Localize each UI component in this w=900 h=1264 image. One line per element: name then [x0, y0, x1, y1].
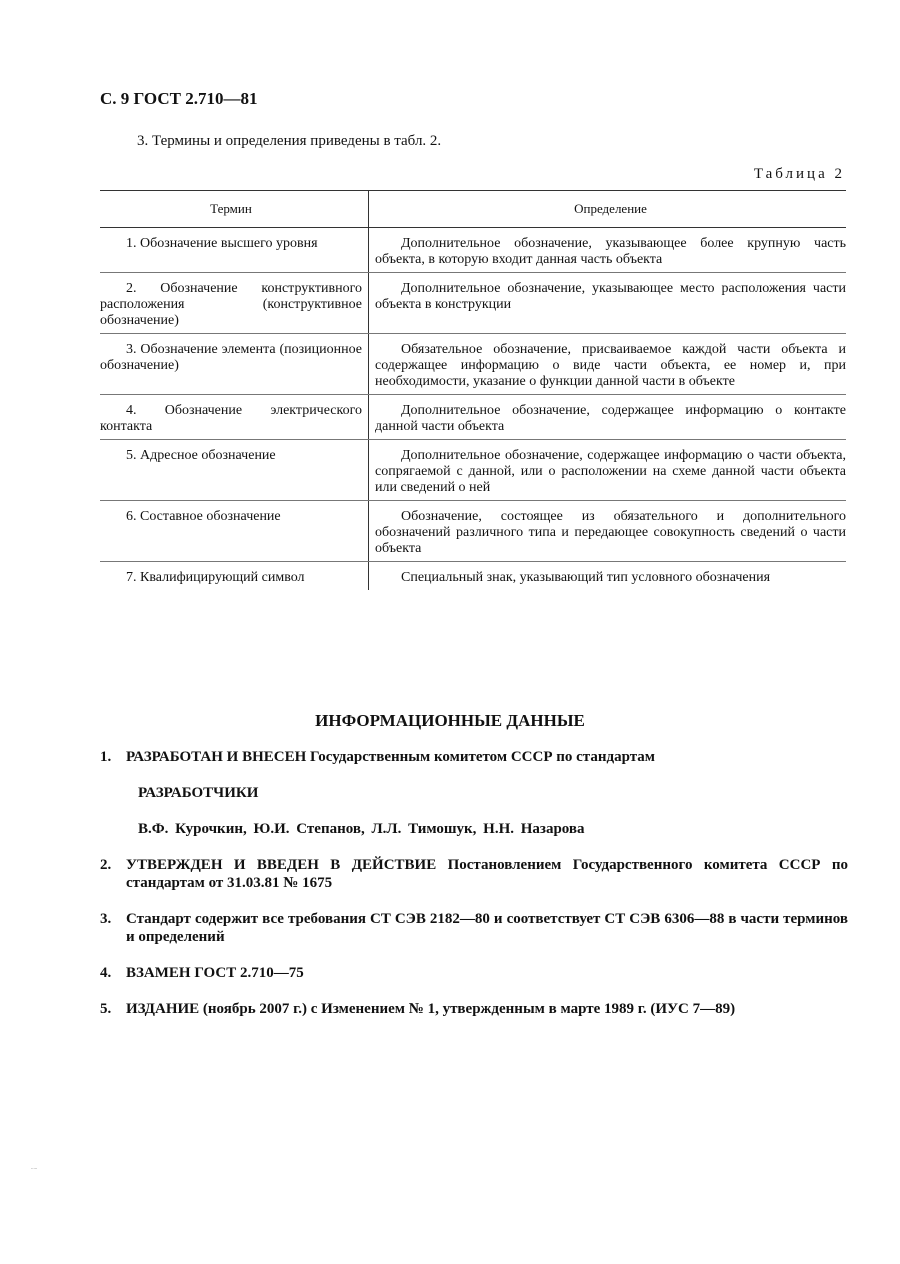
term-text: 6. Составное обозначение: [126, 509, 281, 524]
info-item-text: УТВЕРЖДЕН И ВВЕДЕН В ДЕЙСТВИЕ Постановлением Государственного комитета СССР по стандартам от 31.03.81 № 1675: [126, 857, 848, 891]
term-cell: [100, 334, 369, 395]
definition-cell: [369, 395, 847, 440]
definition-text: Дополнительное обозначение, указывающее более крупную часть объекта, в которую входит данная часть объекта: [375, 236, 846, 267]
margin-scan-mark: ·····: [31, 1166, 38, 1171]
definition-cell: [369, 440, 847, 501]
info-item-text: Стандарт содержит все требования СТ СЭВ 2182—80 и соответствует СТ СЭВ 6306—88 в части терминов и определений: [126, 911, 848, 945]
info-item: [100, 856, 848, 892]
column-header-definition: Определение: [369, 191, 847, 228]
term-text: 2. Обозначение конструктивного расположения (конструктивное обозначение): [100, 281, 362, 328]
table-row: [100, 395, 846, 440]
definition-cell: [369, 501, 847, 562]
table-header-row: [100, 191, 846, 228]
term-cell: [100, 562, 369, 591]
term-cell: [100, 228, 369, 273]
term-text: 3. Обозначение элемента (позиционное обозначение): [100, 342, 362, 373]
info-item: [100, 910, 848, 946]
info-item-text: ИЗДАНИЕ (ноябрь 2007 г.) с Изменением № 1, утвержденным в марте 1989 г. (ИУС 7—89): [126, 1001, 736, 1017]
term-cell: [100, 395, 369, 440]
table-row: [100, 228, 846, 273]
table-row: [100, 440, 846, 501]
info-item-number: 4.: [100, 965, 112, 981]
definition-text: Специальный знак, указывающий тип условного обозначения: [401, 570, 771, 585]
term-cell: [100, 501, 369, 562]
column-header-term: Термин: [100, 191, 369, 228]
term-cell: [100, 273, 369, 334]
info-section-title: ИНФОРМАЦИОННЫЕ ДАННЫЕ: [315, 711, 585, 730]
info-item: [100, 748, 848, 766]
term-text: 7. Квалифицирующий символ: [126, 570, 305, 585]
info-item-number: 5.: [100, 1001, 112, 1017]
term-cell: [100, 440, 369, 501]
page-header: С. 9 ГОСТ 2.710—81: [100, 89, 258, 108]
info-item-number: 1.: [100, 749, 112, 765]
info-item: [100, 1000, 848, 1018]
table-row: [100, 334, 846, 395]
definition-cell: [369, 334, 847, 395]
definition-text: Дополнительное обозначение, содержащее информацию о контакте данной части объекта: [375, 403, 846, 434]
definition-text: Обозначение, состоящее из обязательного и дополнительного обозначений различного типа и передающее совокупность сведений о части объекта: [375, 509, 846, 556]
developers-block: [100, 784, 848, 838]
definition-cell: [369, 562, 847, 591]
info-item-text: РАЗРАБОТАН И ВНЕСЕН Государственным комитетом СССР по стандартам: [126, 749, 656, 765]
table-caption: Таблица 2: [753, 166, 845, 182]
definition-text: Дополнительное обозначение, содержащее информацию о части объекта, сопрягаемой с данной, или о расположении на схеме данной части объекта или сведений о ней: [375, 448, 846, 495]
definition-cell: [369, 228, 847, 273]
developers-heading: РАЗРАБОТЧИКИ: [138, 785, 259, 801]
developers-names: В.Ф. Курочкин, Ю.И. Степанов, Л.Л. Тимошук, Н.Н. Назарова: [138, 821, 585, 837]
term-text: 1. Обозначение высшего уровня: [126, 236, 318, 251]
info-item-text: ВЗАМЕН ГОСТ 2.710—75: [126, 965, 304, 981]
table-row: [100, 562, 846, 591]
table-row: [100, 501, 846, 562]
info-list: [100, 748, 848, 1036]
info-item: [100, 964, 848, 982]
definition-text: Дополнительное обозначение, указывающее место расположения части объекта в конструкции: [375, 281, 846, 312]
intro-paragraph: 3. Термины и определения приведены в табл. 2.: [137, 133, 442, 149]
definition-text: Обязательное обозначение, присваиваемое каждой части объекта и содержащее информацию о виде части объекта, ее номер и, при необходимости, указание о функции данной части в объекте: [375, 342, 846, 389]
definition-cell: [369, 273, 847, 334]
info-item-number: 2.: [100, 857, 112, 873]
term-text: 4. Обозначение электрического контакта: [100, 403, 362, 434]
table-row: [100, 273, 846, 334]
terms-table: [100, 190, 846, 590]
info-item-number: 3.: [100, 911, 112, 927]
term-text: 5. Адресное обозначение: [126, 448, 276, 463]
